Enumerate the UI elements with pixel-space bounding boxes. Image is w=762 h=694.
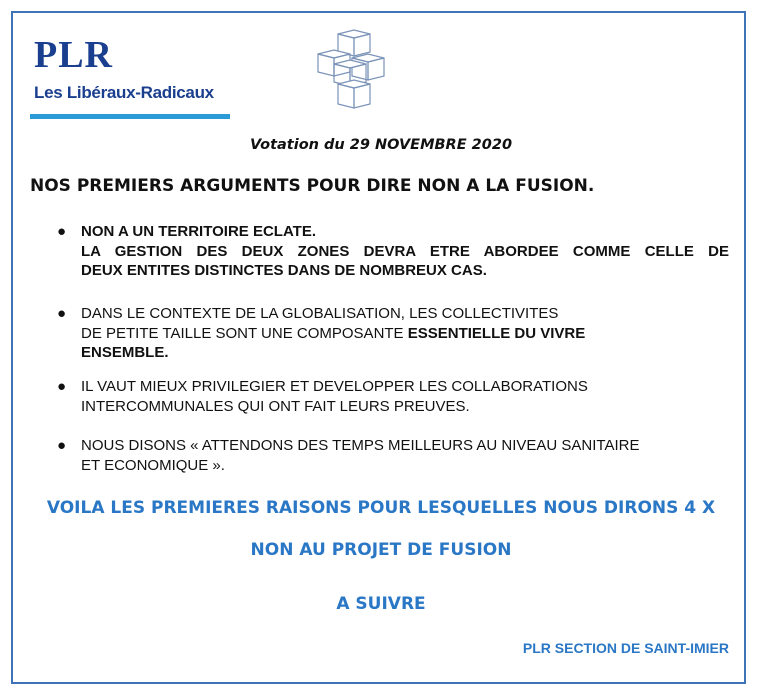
- list-item: [57, 304, 721, 363]
- bullet-icon: ●: [57, 437, 67, 454]
- bullet-icon: ●: [57, 223, 67, 240]
- argument-1-line3: DEUX ENTITES DISTINCTES DANS DE NOMBREUX CAS.: [81, 262, 487, 279]
- headline: NOS PREMIERS ARGUMENTS POUR DIRE NON A LA FUSION.: [30, 176, 595, 196]
- logo-plr: PLR: [34, 34, 113, 76]
- conclusion-line2: NON AU PROJET DE FUSION: [250, 540, 512, 560]
- list-item: [57, 222, 729, 281]
- argument-3-line1: IL VAUT MIEUX PRIVILEGIER ET DEVELOPPER LES COLLABORATIONS: [81, 378, 588, 395]
- bullet-icon: ●: [57, 305, 67, 322]
- argument-2-line3: ENSEMBLE.: [81, 344, 169, 361]
- bullet-icon: ●: [57, 378, 67, 395]
- signature: PLR SECTION DE SAINT-IMIER: [522, 640, 729, 656]
- argument-1-line1: NON A UN TERRITOIRE ECLATE.: [81, 223, 317, 240]
- logo-subtitle: Les Libéraux-Radicaux: [34, 83, 214, 102]
- argument-1-line2: LA GESTION DES DEUX ZONES DEVRA ETRE ABORDEE COMME CELLE DE: [81, 242, 729, 260]
- list-item: [57, 377, 721, 416]
- conclusion-line1: VOILA LES PREMIERES RAISONS POUR LESQUELLES NOUS DIRONS 4 X: [46, 498, 716, 518]
- argument-2-line1: DANS LE CONTEXTE DE LA GLOBALISATION, LES COLLECTIVITES: [81, 305, 559, 322]
- argument-4-line1: NOUS DISONS « ATTENDONS DES TEMPS MEILLEURS AU NIVEAU SANITAIRE: [81, 437, 640, 454]
- argument-3-line2: INTERCOMMUNALES QUI ONT FAIT LEURS PREUVES.: [81, 397, 470, 415]
- vote-date: Votation du 29 NOVEMBRE 2020: [249, 137, 513, 153]
- to-follow: A SUIVRE: [336, 594, 426, 614]
- argument-4-line2: ET ECONOMIQUE ».: [81, 456, 225, 474]
- argument-2-line2: DE PETITE TAILLE SONT UNE COMPOSANTE: [81, 324, 408, 342]
- argument-2-line2-bold: ESSENTIELLE DU VIVRE: [407, 324, 586, 342]
- list-item: [57, 436, 731, 475]
